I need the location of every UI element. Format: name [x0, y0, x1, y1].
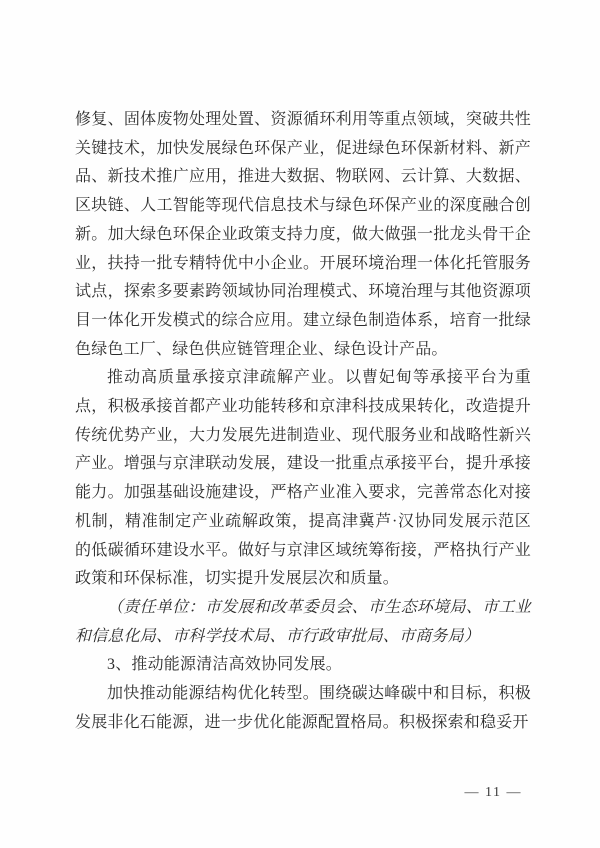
section-3-heading: 3、推动能源清洁高效协同发展。 [107, 656, 343, 674]
paragraph-energy-transition: 加快推动能源结构优化转型。围绕碳达峰碳中和目标，积极发展非化石能源，进一步优化能源配置格局。积极探索和稳妥开 [75, 685, 531, 731]
paragraph-industry-transfer: 推动高质量承接京津疏解产业。以曹妃甸等承接平台为重点，积极承接首都产业功能转移和京津科技成果转化，改造提升传统优势产业，大力发展先进制造业、现代服务业和战略性新兴产业。增强与京津联动发展，建设一批重点承接平台，提升承接能力。加强基础设施建设，严格产业准入要求，完善常态化对接机制，精准制定产业疏解政策，提高津冀芦·汉协同发展示范区的低碳循环建设水平。做好与京津区域统筹衔接，严格执行产业政策和环保标准，切实提升发展层次和质量。 [75, 369, 531, 588]
document-body [75, 106, 531, 737]
body-paragraph-continuation: 修复、固体废物处理处置、资源循环利用等重点领域，突破共性关键技术，加快发展绿色环保产业，促进绿色环保新材料、新产品、新技术推广应用，推进大数据、物联网、云计算、大数据、区块链、人工智能等现代信息技术与绿色环保产业的深度融合创新。加大绿色环保企业政策支持力度，做大做强一批龙头骨干企业，扶持一批专精特优中小企业。开展环境治理一体化托管服务试点，探索多要素跨领域协同治理模式、环境治理与其他资源项目一体化开发模式的综合应用。建立绿色制造体系，培育一批绿色绿色工厂、绿色供应链管理企业、绿色设计产品。 [75, 111, 531, 358]
page-number: — 11 — [464, 785, 522, 800]
responsibility-unit-note: （责任单位：市发展和改革委员会、市生态环境局、市工业和信息化局、市科学技术局、市行政审批局、市商务局） [75, 598, 531, 645]
